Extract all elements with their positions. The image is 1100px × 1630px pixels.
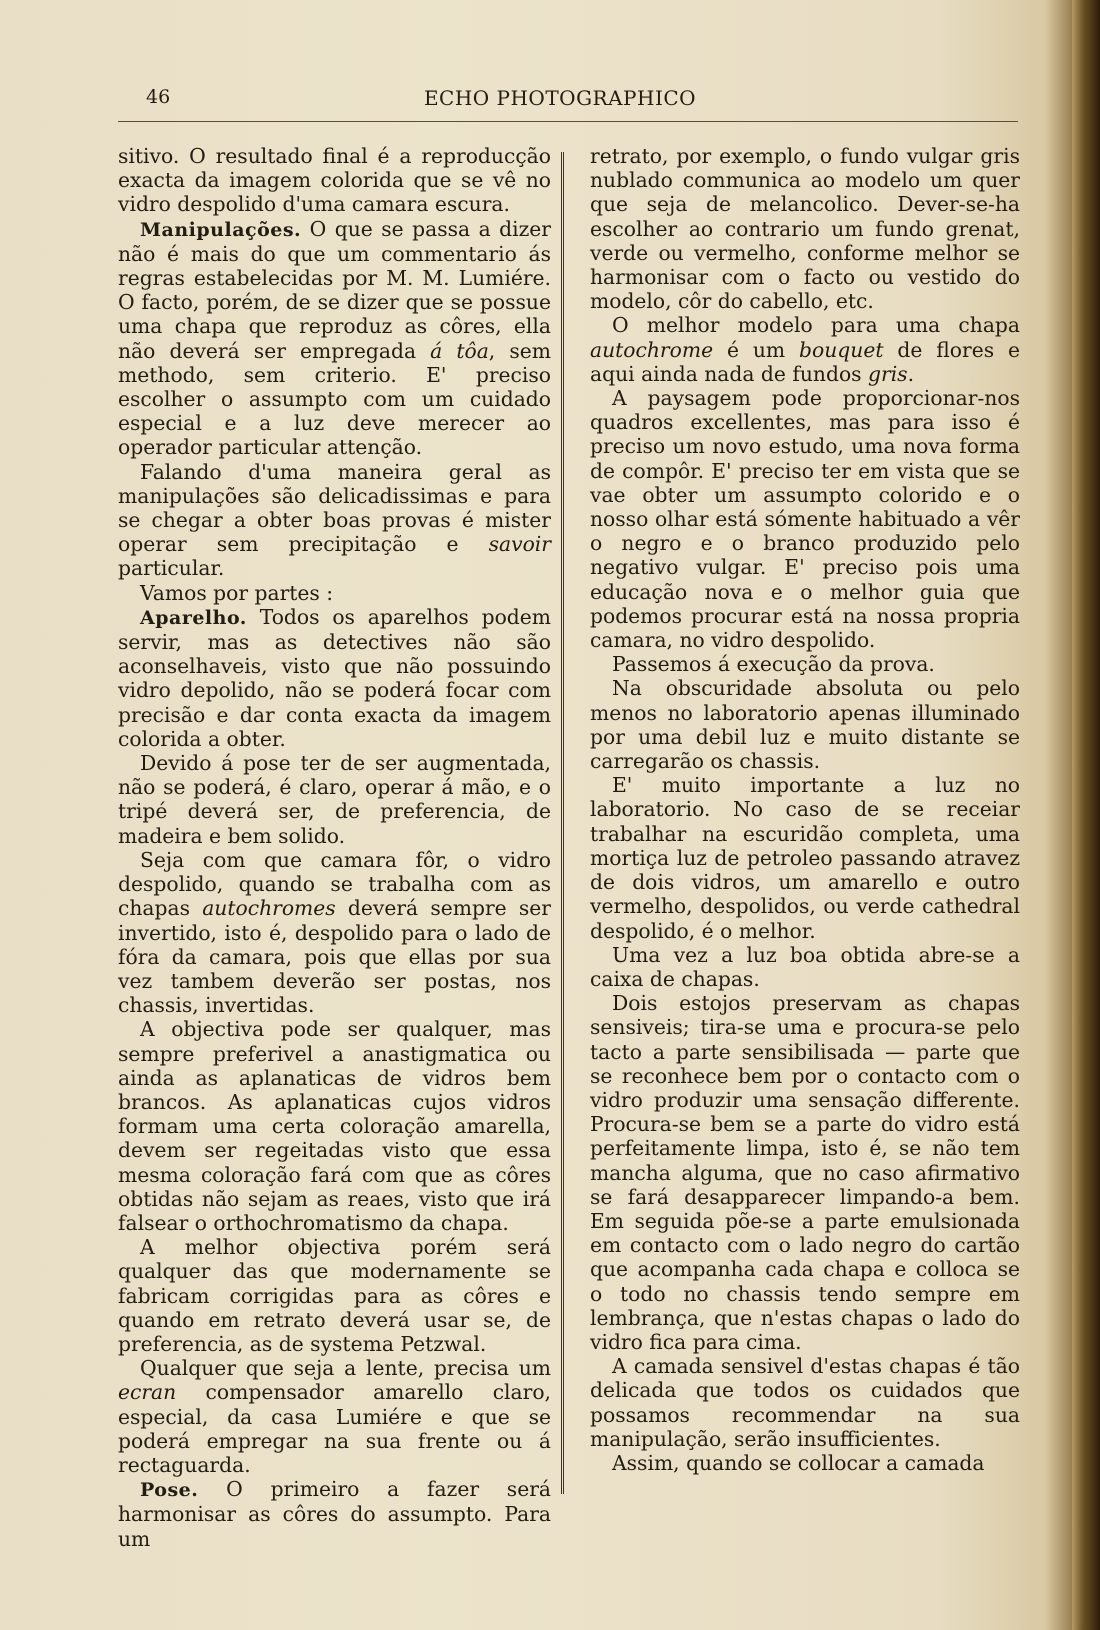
right-column [590, 144, 1020, 1475]
paragraph-text: O primeiro a fazer será harmonisar as côres do assumpto. Para um [118, 1477, 551, 1551]
paragraph [590, 652, 1020, 676]
paragraph-text: A melhor objectiva porém será qualquer das que modernamente se fabricam corrigidas para as côres e quando em retrato deverá usar se, de preferencia, as de systema Petzwal. [118, 1235, 551, 1356]
paragraph-text: Uma vez a luz boa obtida abre-se a caixa de chapas. [590, 942, 1020, 991]
paragraph [590, 1451, 1020, 1475]
paragraph [590, 1354, 1020, 1451]
paragraph [590, 943, 1020, 991]
italic-term: á tôa [430, 338, 489, 363]
paragraph [118, 1017, 551, 1235]
paragraph-text: , sem methodo, sem criterio. E' preciso escolher o assumpto com um cuidado especial e a luz deve merecer ao operador particular attenção. [118, 338, 551, 460]
page-number: 46 [146, 86, 171, 108]
paragraph-text: A camada sensivel d'estas chapas é tão delicada que todos os cuidados que possamos recommendar na sua manipulação, serão insufficientes. [590, 1354, 1020, 1451]
paragraph [590, 773, 1020, 942]
paragraph [590, 386, 1020, 652]
paragraph [590, 313, 1020, 386]
left-column [118, 144, 551, 1551]
italic-term: ecran [118, 1380, 177, 1405]
paragraph-text: E' muito importante a luz no laboratorio. No caso de se receiar trabalhar na escuridão completa, uma mortiça luz de petroleo passando atravez de dois vidros, um amarello e outro vermelho, despolidos, ou verde cathedral despolido, é o melhor. [590, 773, 1020, 943]
book-edge [1072, 0, 1100, 1630]
paragraph-text: A paysagem pode proporcionar-nos quadros excellentes, mas para isso é preciso um novo estudo, uma nova forma de compôr. E' preciso ter em vista que se vae obter um assumpto colorido e o nosso olhar está sómente habituado a vêr o negro e o branco produzido pelo negativo vulgar. E' preciso pois uma educação nova e o melhor guia que podemos procurar está na nossa propria camara, no vidro despolido. [590, 386, 1020, 653]
italic-term: bouquet [799, 337, 884, 362]
paragraph-text: O melhor modelo para uma chapa [612, 313, 1020, 338]
running-head: ECHO PHOTOGRAPHICO [423, 86, 697, 110]
paragraph-text: Qualquer que seja a lente, precisa um [140, 1356, 551, 1381]
paragraph [590, 676, 1020, 773]
paragraph-text: Falando d'uma maneira geral as manipulações são delicadissimas e para se chegar a obter boas provas é mister operar sem precipitação e [118, 459, 551, 557]
paragraph-text: de flores e aqui ainda nada de fundos [590, 337, 1020, 386]
italic-term: autochrome [590, 337, 714, 362]
paragraph-text: Seja com que camara fôr, o vidro despolido, quando se trabalha com as chapas [118, 847, 551, 921]
paragraph-text: Devido á pose ter de ser augmentada, não se poderá, é claro, operar á mão, e o tripé deverá ser, de preferencia, de madeira e bem solido. [118, 751, 551, 848]
section-heading: Aparelho. [140, 606, 247, 629]
italic-term: gris [868, 361, 908, 386]
paragraph-text: particular. [118, 556, 225, 581]
italic-term: autochromes [202, 896, 336, 921]
paragraph-text: Passemos á execução da prova. [612, 652, 935, 677]
paragraph [118, 581, 551, 605]
paragraph [118, 1235, 551, 1356]
paragraph-text: . [907, 361, 915, 386]
paragraph-text: deverá sempre ser invertido, isto é, despolido para o lado de fóra da camara, pois que ellas por sua vez tambem deverão ser postas, nos chassis, invertidas. [118, 896, 551, 1018]
paragraph [590, 991, 1020, 1354]
paragraph-text: Todos os aparelhos podem servir, mas as detectives não são aconselhaveis, visto que não possuindo vidro depolido, não se poderá focar com precisão e dar conta exacta da imagem colorida a obter. [118, 604, 551, 751]
paragraph-text: Dois estojos preservam as chapas sensiveis; tira-se uma e procura-se pelo tacto a parte sensibilisada — parte que se reconhece bem por o contacto com o vidro produzir uma sensação differente. Procura-se bem se a parte do vidro está perfeitamente limpa, isto é, se não tem mancha alguma, que no caso afirmativo se fará desapparecer limpando-a bem. Em seguida põe-se a parte emulsionada em contacto com o lado negro do cartão que acompanha cada chapa e colloca se o todo no chassis tendo sempre em lembrança, que n'estas chapas o lado do vidro fica para cima. [590, 991, 1020, 1354]
paragraph [590, 144, 1020, 313]
italic-term: savoir [488, 532, 551, 557]
paragraph [118, 217, 551, 460]
paragraph [118, 751, 551, 848]
paragraph-text: compensador amarello claro, especial, da casa Lumiére e que se poderá empregar na sua frente ou á rectaguarda. [118, 1380, 551, 1477]
paragraph-text: Assim, quando se collocar a camada [612, 1450, 985, 1475]
paragraph-text: Na obscuridade absoluta ou pelo menos no laboratorio apenas illuminado por uma debil luz e muito distante se carregarão os chassis. [590, 676, 1020, 774]
section-heading: Manipulações. [140, 218, 302, 241]
paragraph [118, 460, 551, 581]
section-heading: Pose. [140, 1479, 199, 1502]
column-divider [561, 152, 564, 1494]
paragraph [118, 605, 551, 751]
paragraph [118, 144, 551, 217]
paragraph-text: sitivo. O resultado final é a reproducção exacta da imagem colorida que se vê no vidro despolido d'uma camara escura. [118, 144, 551, 217]
paragraph [118, 1477, 551, 1551]
paragraph-text: é um [713, 337, 800, 362]
paragraph-text: retrato, por exemplo, o fundo vulgar gris nublado communica ao modelo um quer que seja de melancolico. Dever-se-ha escolher ao contrario um fundo grenat, verde ou vermelho, conforme melhor se harmonisar com o facto ou vestido do modelo, côr do cabello, etc. [590, 144, 1020, 314]
paragraph-text: O que se passa a dizer não é mais do que um commentario ás regras estabelecidas por M. M. Lumiére. O facto, porém, de se dizer que se possue uma chapa que reproduz as côres, ella não deverá ser empregada [118, 216, 551, 363]
paragraph [118, 1356, 551, 1477]
header-rule [118, 121, 1018, 122]
paragraph [118, 848, 551, 1017]
paragraph-text: A objectiva pode ser qualquer, mas sempre preferivel a anastigmatica ou ainda as aplanaticas de vidros bem brancos. As aplanaticas cujos vidros formam uma certa coloração amarella, devem ser regeitadas visto que essa mesma coloração fará com que as côres obtidas não sejam as reaes, visto que irá falsear o orthochromatismo da chapa. [118, 1017, 551, 1235]
paragraph-text: Vamos por partes : [140, 580, 334, 605]
